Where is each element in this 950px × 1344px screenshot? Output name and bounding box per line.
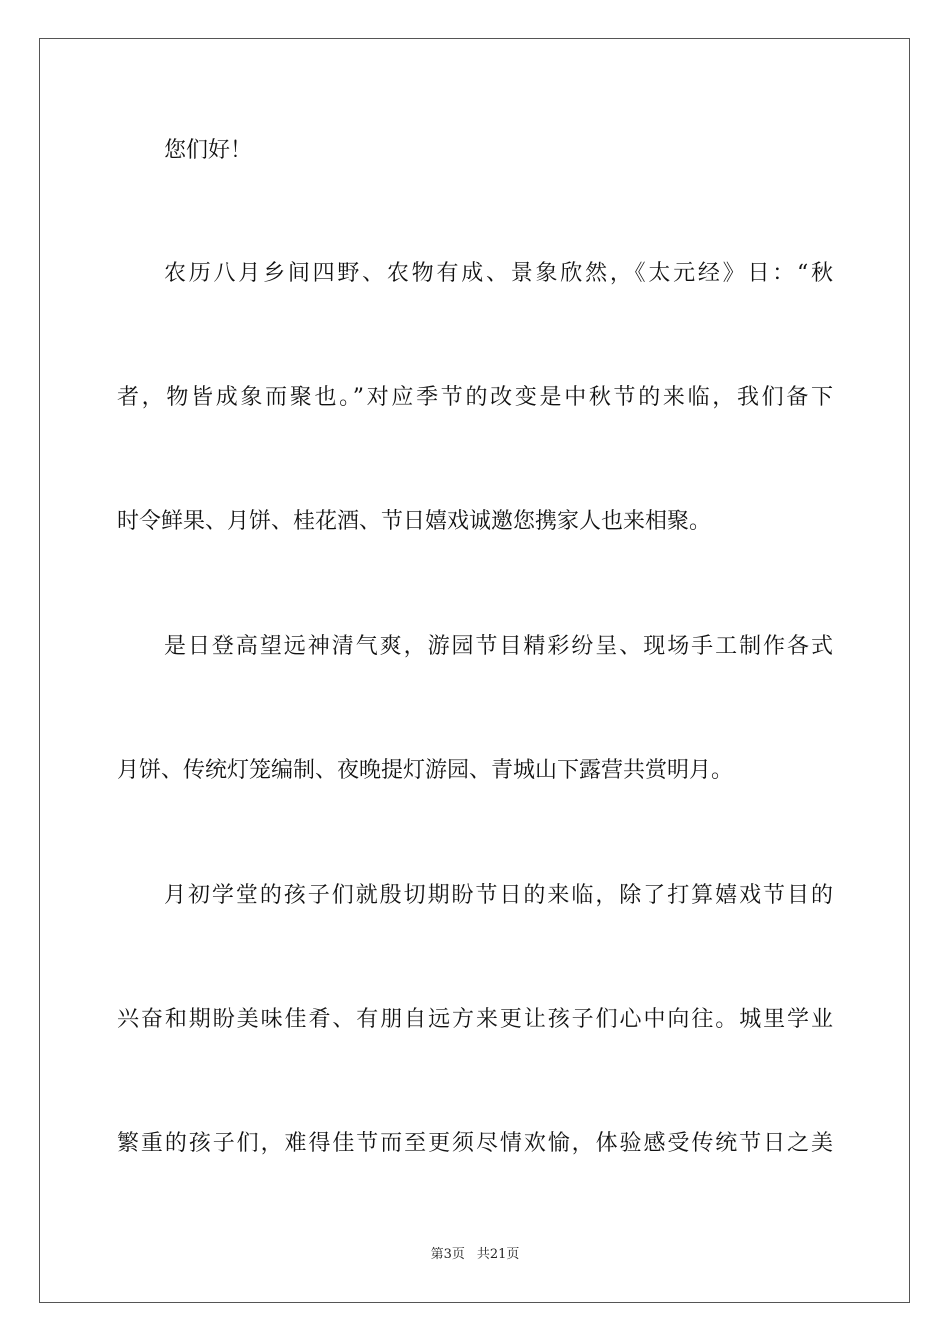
page-number: 第3页 [430,1247,465,1262]
paragraph-3-line-2: 兴奋和期盼美味佳肴、有朋自远方来更让孩子们心中向往。城里学业 [117,1007,833,1032]
paragraph-3-line-1: 月初学堂的孩子们就殷切期盼节日的来临，除了打算嬉戏节目的 [164,883,833,908]
paragraph-2-line-1: 是日登高望远神清气爽，游园节目精彩纷呈、现场手工制作各式 [164,634,833,659]
paragraph-3-line-3: 繁重的孩子们，难得佳节而至更须尽情欢愉，体验感受传统节日之美 [117,1131,833,1156]
paragraph-1-line-2: 者，物皆成象而聚也。”对应季节的改变是中秋节的来临，我们备下 [117,385,833,410]
page-footer [0,1247,950,1263]
page-total: 共21页 [476,1247,520,1262]
paragraph-1-line-1: 农历八月乡间四野、农物有成、景象欣然，《太元经》日：“秋 [164,261,833,286]
greeting-line: 您们好！ [164,138,253,163]
page-border [39,38,910,1303]
paragraph-2-line-2: 月饼、传统灯笼编制、夜晚提灯游园、青城山下露营共赏明月。 [117,758,734,783]
paragraph-1-line-3: 时令鲜果、月饼、桂花酒、节日嬉戏诚邀您携家人也来相聚。 [117,509,712,534]
